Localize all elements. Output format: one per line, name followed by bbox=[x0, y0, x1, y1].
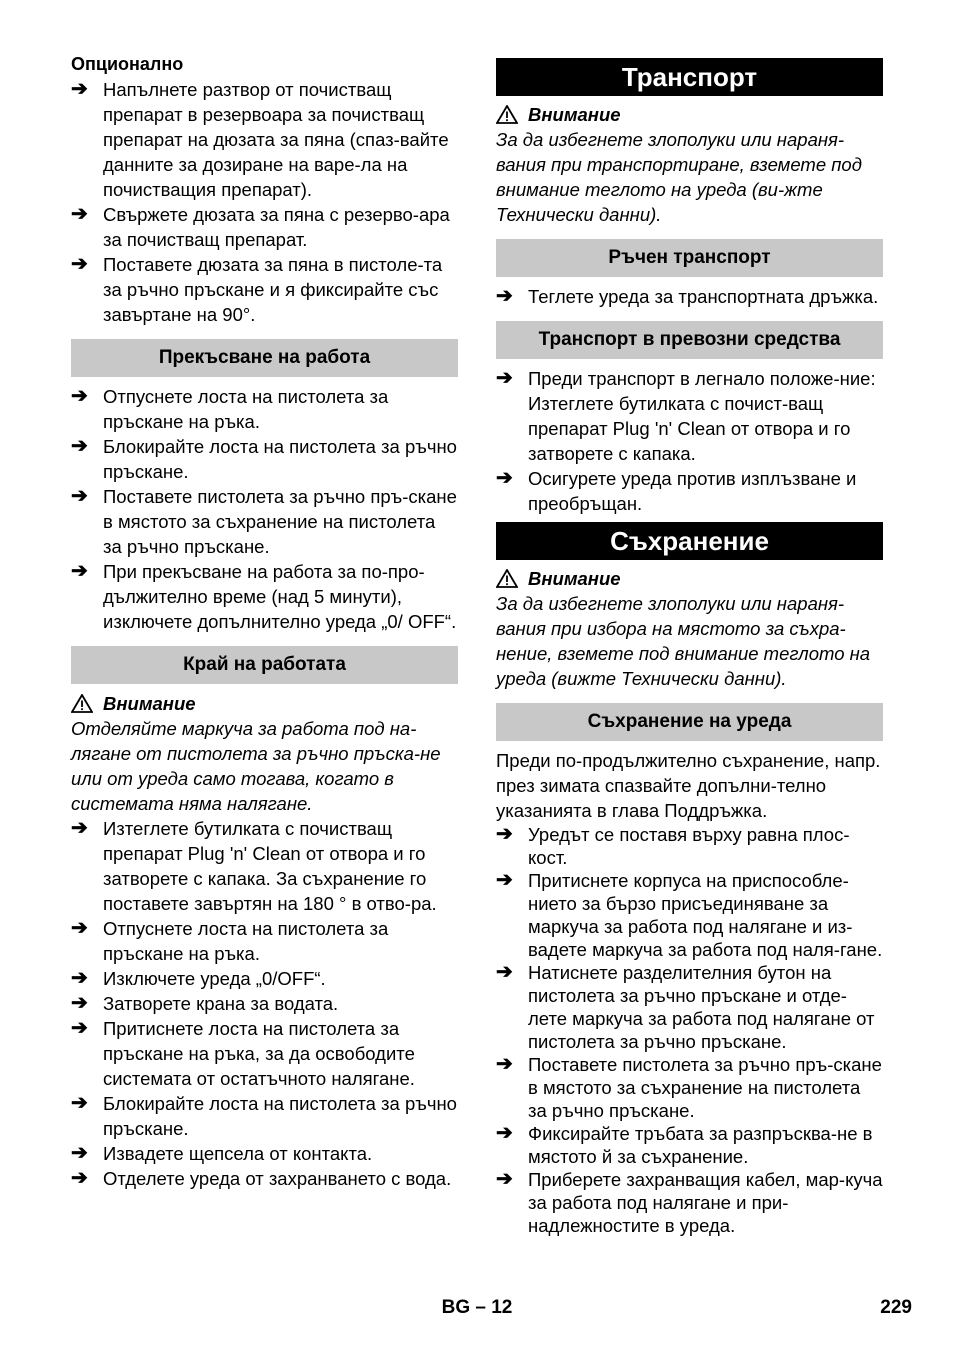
list-item: ➔ Приберете захранващия кабел, мар-куча за работа под налягане и при-надлежностите в уреда. bbox=[496, 1168, 883, 1236]
left-column bbox=[71, 52, 458, 1191]
optional-list bbox=[71, 77, 458, 327]
list-item: ➔ Фиксирайте тръбата за разпръсква-не в мястото й за съхранение. bbox=[496, 1122, 873, 1167]
list-item: ➔ Блокирайте лоста на пистолета за ръчно пръскане. bbox=[71, 435, 457, 482]
arrow-icon: ➔ bbox=[71, 967, 88, 989]
arrow-icon: ➔ bbox=[496, 367, 513, 389]
list-item: ➔ Натиснете разделителния бутон на пистолета за ръчно пръскане и отде-лете маркуча за работа под налягане от пистолета за ръчно пръскане. bbox=[496, 961, 875, 1052]
arrow-icon: ➔ bbox=[496, 1053, 513, 1075]
list-item: ➔ Изтеглете бутилката с почистващ препарат Plug 'n' Clean от отвора и го затворете с капака. За съхранение го поставете завъртян на 180 ° в отво-ра. bbox=[71, 817, 437, 914]
arrow-icon: ➔ bbox=[71, 78, 88, 100]
warning-title: Внимание bbox=[496, 102, 883, 127]
device-storage-list bbox=[496, 823, 883, 1237]
warning-title: Внимание bbox=[496, 566, 883, 591]
arrow-icon: ➔ bbox=[496, 869, 513, 891]
arrow-icon: ➔ bbox=[496, 467, 513, 489]
arrow-icon: ➔ bbox=[71, 253, 88, 275]
arrow-icon: ➔ bbox=[71, 1017, 88, 1039]
list-item: ➔ Напълнете разтвор от почистващ препарат в резервоара за почистващ препарат на дюзата за пяна (спаз-вайте данните за дозиране на варе-ла на почистващия препарат). bbox=[71, 78, 449, 200]
arrow-icon: ➔ bbox=[71, 917, 88, 939]
warning-text: Отделяйте маркуча за работа под на-лягане от пистолета за ръчно пръска-не или от уреда само тогава, когато в системата няма налягане. bbox=[71, 718, 441, 814]
arrow-icon: ➔ bbox=[71, 435, 88, 457]
page-number: 229 bbox=[880, 1297, 912, 1318]
warning-text: За да избегнете злополуки или нараня-вания при избора на мястото за съхра-нение, вземете под внимание теглото на уреда (вижте Технически данни). bbox=[496, 593, 871, 689]
list-item: ➔ При прекъсване на работа за по-про-дължително време (над 5 минути), изключете допълнително уреда „0/ OFF“. bbox=[71, 560, 457, 632]
list-item: ➔ Поставете пистолета за ръчно пръ-скане в мястото за съхранение на пистолета за ръчно пръскане. bbox=[496, 1053, 882, 1121]
arrow-icon: ➔ bbox=[496, 823, 513, 845]
list-item: ➔ Отпуснете лоста на пистолета за пръскане на ръка. bbox=[71, 917, 389, 964]
warning-icon bbox=[71, 694, 93, 713]
arrow-icon: ➔ bbox=[71, 560, 88, 582]
list-item: ➔ Притиснете корпуса на приспособле-нието за бързо присъединяване за маркуча за работа под налягане и из-вадете маркуча за работа под наля-гане. bbox=[496, 869, 883, 960]
warning-title: Внимание bbox=[71, 691, 458, 716]
end-list bbox=[71, 816, 458, 1191]
list-item: ➔ Изключете уреда „0/OFF“. bbox=[71, 967, 326, 989]
list-item: ➔ Блокирайте лоста на пистолета за ръчно пръскане. bbox=[71, 1092, 457, 1139]
vehicle-list bbox=[496, 366, 883, 516]
arrow-icon: ➔ bbox=[71, 485, 88, 507]
list-item: ➔ Теглете уреда за транспортната дръжка. bbox=[496, 285, 879, 307]
arrow-icon: ➔ bbox=[71, 817, 88, 839]
arrow-icon: ➔ bbox=[71, 385, 88, 407]
warning-icon bbox=[496, 569, 518, 588]
list-item: ➔ Свържете дюзата за пяна с резерво-ара за почистващ препарат. bbox=[71, 203, 450, 250]
manual-list bbox=[496, 284, 883, 309]
section-heading-device-storage: Съхранение на уреда bbox=[496, 703, 883, 741]
list-item: ➔ Извадете щепсела от контакта. bbox=[71, 1142, 373, 1164]
chapter-heading-storage: Съхранение bbox=[496, 522, 883, 560]
arrow-icon: ➔ bbox=[496, 1168, 513, 1190]
arrow-icon: ➔ bbox=[71, 1167, 88, 1189]
section-heading-end: Край на работата bbox=[71, 646, 458, 684]
right-column bbox=[496, 52, 883, 1237]
list-item: ➔ Уредът се поставя върху равна плос-кост. bbox=[496, 823, 850, 868]
list-item: ➔ Поставете дюзата за пяна в пистоле-та за ръчно пръскане и я фиксирайте със завъртане на 90°. bbox=[71, 253, 443, 325]
warning-text: За да избегнете злополуки или нараня-вания при транспортиране, вземете под внимание теглото на уреда (ви-жте Технически данни). bbox=[496, 129, 862, 225]
footer-section-label: BG – 12 bbox=[441, 1297, 513, 1318]
list-item: ➔ Затворете крана за водата. bbox=[71, 992, 339, 1014]
list-item: ➔ Отделете уреда от захранването с вода. bbox=[71, 1167, 452, 1189]
chapter-heading-transport: Транспорт bbox=[496, 58, 883, 96]
list-item: ➔ Отпуснете лоста на пистолета за пръскане на ръка. bbox=[71, 385, 389, 432]
section-heading-manual-transport: Ръчен транспорт bbox=[496, 239, 883, 277]
warning-icon bbox=[496, 105, 518, 124]
section-heading-interrupt: Прекъсване на работа bbox=[71, 339, 458, 377]
list-item: ➔ Осигурете уреда против изплъзване и преобръщан. bbox=[496, 467, 857, 514]
list-item: ➔ Поставете пистолета за ръчно пръ-скане в мястото за съхранение на пистолета за ръчно пръскане. bbox=[71, 485, 457, 557]
list-item: ➔ Преди транспорт в легнало положе-ние: Изтеглете бутилката с почист-ващ препарат Plug 'n' Clean от отвора и го затворете с капака. bbox=[496, 367, 876, 464]
list-item: ➔ Притиснете лоста на пистолета за пръскане на ръка, за да освободите системата от остатъчното налягане. bbox=[71, 1017, 415, 1089]
arrow-icon: ➔ bbox=[496, 1122, 513, 1144]
arrow-icon: ➔ bbox=[496, 285, 513, 307]
arrow-icon: ➔ bbox=[71, 1142, 88, 1164]
storage-intro: Преди по-продължително съхранение, напр. през зимата спазвайте допълни-телно указанията в глава Поддръжка. bbox=[496, 750, 881, 821]
section-heading-vehicle-transport: Транспорт в превозни средства bbox=[496, 321, 883, 359]
optional-heading: Опционално bbox=[71, 54, 184, 74]
interrupt-list bbox=[71, 384, 458, 634]
arrow-icon: ➔ bbox=[496, 961, 513, 983]
arrow-icon: ➔ bbox=[71, 992, 88, 1014]
arrow-icon: ➔ bbox=[71, 1092, 88, 1114]
arrow-icon: ➔ bbox=[71, 203, 88, 225]
